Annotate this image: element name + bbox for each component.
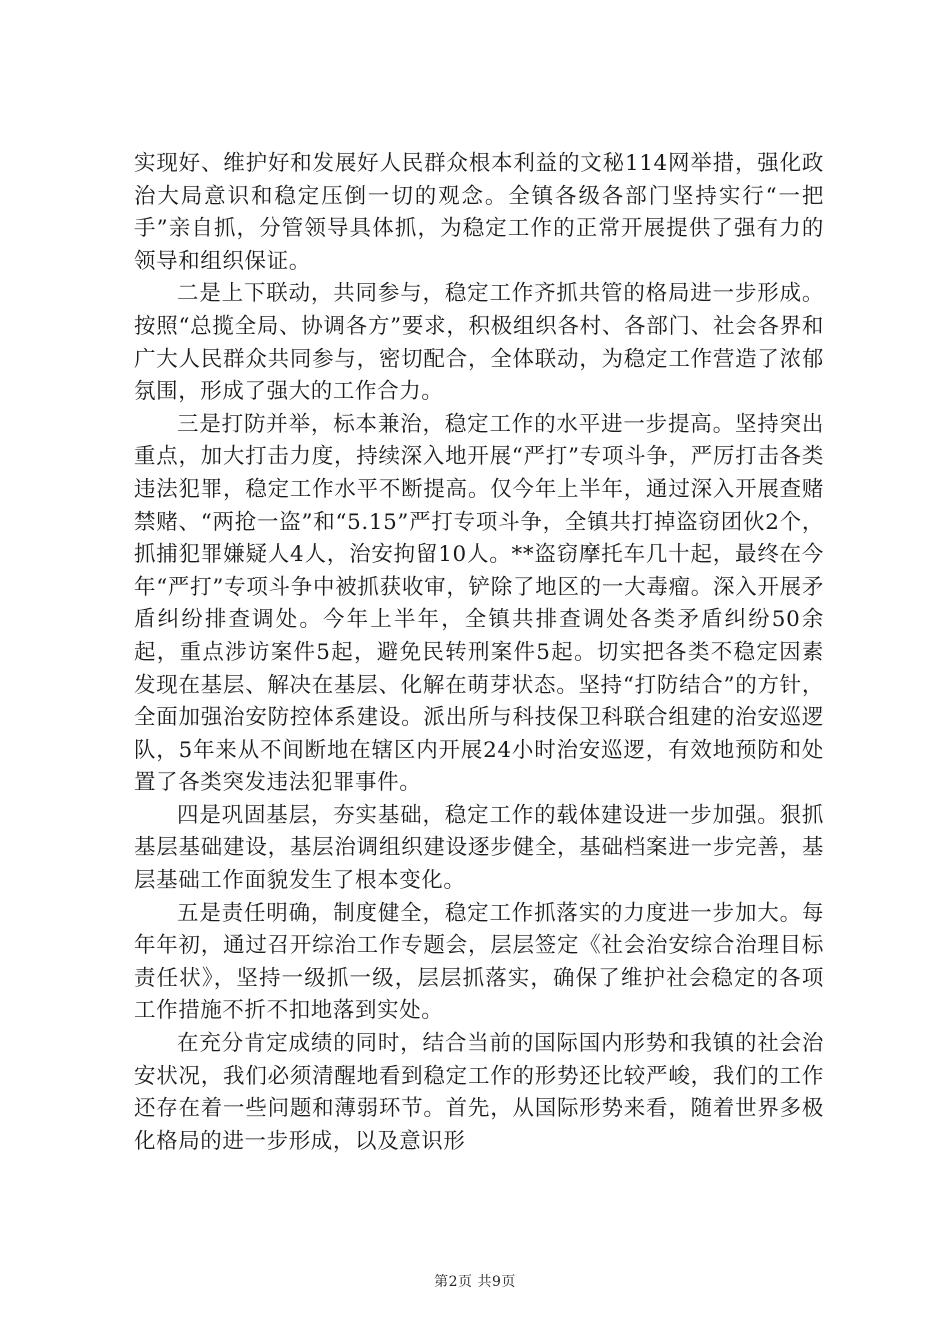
document-body (134, 148, 824, 1158)
page-number-footer: 第2页 共9页 (434, 1274, 516, 1290)
paragraph-4: 四是巩固基层，夯实基础，稳定工作的载体建设进一步加强。狠抓基层基础建设，基层治调组织建设逐步健全，基础档案进一步完善，基层基础工作面貌发生了根本变化。 (134, 802, 824, 894)
paragraph-1: 实现好、维护好和发展好人民群众根本利益的文秘114网举措，强化政治大局意识和稳定压倒一切的观念。全镇各级各部门坚持实行“一把手”亲自抓，分管领导具体抓，为稳定工作的正常开展提供了强有力的领导和组织保证。 (134, 151, 824, 274)
paragraph-3: 三是打防并举，标本兼治，稳定工作的水平进一步提高。坚持突出重点，加大打击力度，持续深入地开展“严打”专项斗争，严厉打击各类违法犯罪，稳定工作水平不断提高。仅今年上半年，通过深入开展查赌禁赌、“两抢一盗”和“5.15”严打专项斗争，全镇共打掉盗窃团伙2个，抓捕犯罪嫌疑人4人，治安拘留10人。**盗窃摩托车几十起，最终在今年“严打”专项斗争中被抓获收审，铲除了地区的一大毒瘤。深入开展矛盾纠纷排查调处。今年上半年，全镇共排查调处各类矛盾纠纷50余起，重点涉访案件5起，避免民转刑案件5起。切实把各类不稳定因素发现在基层、解决在基层、化解在萌芽状态。坚持“打防结合”的方针，全面加强治安防控体系建设。派出所与科技保卫科联合组建的治安巡逻队，5年来从不间断地在辖区内开展24小时治安巡逻，有效地预防和处置了各类突发违法犯罪事件。 (134, 411, 824, 796)
paragraph-5: 五是责任明确，制度健全，稳定工作抓落实的力度进一步加大。每年年初，通过召开综治工作专题会，层层签定《社会治安综合治理目标责任状》，坚持一级抓一级，层层抓落实，确保了维护社会稳定的各项工作措施不折不扣地落到实处。 (134, 900, 824, 1024)
paragraph-6: 在充分肯定成绩的同时，结合当前的国际国内形势和我镇的社会治安状况，我们必须清醒地看到稳定工作的形势还比较严峻，我们的工作还存在着一些问题和薄弱环节。首先，从国际形势来看，随着世界多极化格局的进一步形成，以及意识形 (134, 1031, 824, 1154)
paragraph-2: 二是上下联动，共同参与，稳定工作齐抓共管的格局进一步形成。按照“总揽全局、协调各方”要求，积极组织各村、各部门、社会各界和广大人民群众共同参与，密切配合，全体联动，为稳定工作营造了浓郁氛围，形成了强大的工作合力。 (134, 281, 824, 405)
